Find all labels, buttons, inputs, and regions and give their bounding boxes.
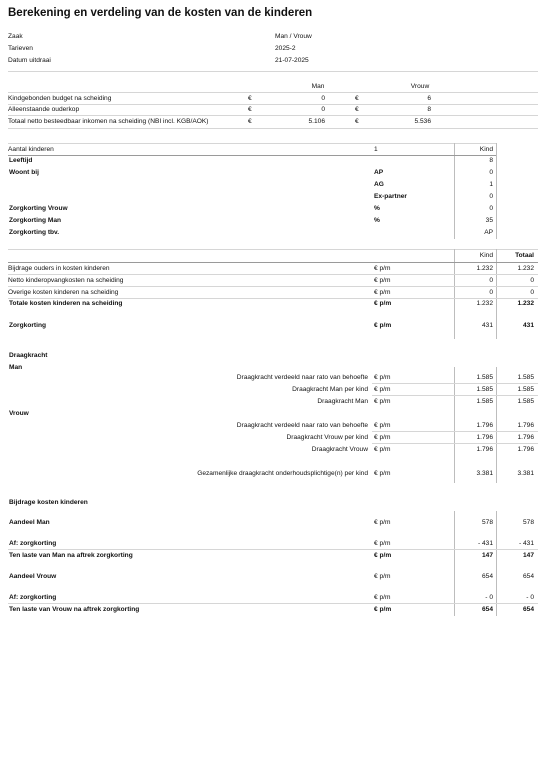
zorgkorting-vrouw-value: 0 [489,205,493,212]
zorgkorting-man-value: 35 [485,217,493,224]
income-col-vrouw: Vrouw [410,83,430,90]
cost-row-label: Overige kosten kinderen na scheiding [8,289,119,296]
currency-symbol: € [355,106,359,113]
currency-symbol: € [355,118,359,125]
aantal-kinderen-value: 1 [374,146,378,153]
draagkracht-man-label: Man [9,364,23,371]
draagkracht-row-unit: € p/m [374,422,391,429]
bijdrage-row-kind: - 431 [477,540,493,547]
col-kind-header: Kind [479,252,493,259]
draagkracht-row-totaal: 1.585 [517,374,534,381]
income-man-value: 5.106 [308,118,325,125]
income-row-label: Totaal netto besteedbaar inkomen na scheiding (NBI incl. KGB/AOK) [8,118,209,125]
page-title: Berekening en verdeling van de kosten van de kinderen [8,7,313,19]
draagkracht-row-totaal: 1.796 [517,446,534,453]
bijdrage-row-totaal: 578 [522,519,534,526]
currency-symbol: € [248,106,252,113]
bijdrage-row-unit: € p/m [374,552,392,559]
bijdrage-row-kind: - 0 [485,594,493,601]
currency-symbol: € [248,118,252,125]
draagkracht-row-kind: 1.796 [476,446,493,453]
woont-value: 0 [489,169,493,176]
draagkracht-row-totaal: 1.585 [517,398,534,405]
draagkracht-row-kind: 1.585 [476,374,493,381]
woont-code: AG [374,181,384,188]
gezamenlijke-draagkracht-kind: 3.381 [476,470,493,477]
woont-value: 1 [489,181,493,188]
zorgkorting-man-unit: % [374,217,380,224]
zorgkorting-unit: € p/m [374,322,392,329]
bijdrage-row-unit: € p/m [374,573,391,580]
divider [8,603,538,604]
bijdrage-row-unit: € p/m [374,519,391,526]
woont-code: Ex-partner [374,193,407,200]
leeftijd-label: Leeftijd [9,157,33,164]
divider [8,298,538,299]
draagkracht-row-label: Draagkracht Man per kind [292,386,368,393]
bijdrage-heading: Bijdrage kosten kinderen [9,499,88,506]
cost-row-unit: € p/m [374,265,391,272]
draagkracht-row-unit: € p/m [374,398,391,405]
draagkracht-vrouw-label: Vrouw [9,410,29,417]
bijdrage-row-unit: € p/m [374,540,391,547]
bijdrage-row-label: Af: zorgkorting [9,540,57,547]
bijdrage-row-kind: 578 [481,519,493,526]
leeftijd-value: 8 [489,157,493,164]
divider [372,383,538,384]
divider [8,155,496,156]
bijdrage-row-unit: € p/m [374,594,391,601]
zorgkorting-label: Zorgkorting [9,322,46,329]
cost-total-totaal: 1.232 [517,300,534,307]
draagkracht-row-label: Draagkracht verdeeld naar rato van behoefte [236,422,368,429]
zorgkorting-man-label: Zorgkorting Man [9,217,62,224]
income-man-value: 0 [321,106,325,113]
tarieven-value: 2025-2 [275,45,296,52]
zorgkorting-totaal: 431 [522,322,534,329]
bijdrage-row-kind: 654 [481,573,493,580]
zorgkorting-vrouw-label: Zorgkorting Vrouw [9,205,68,212]
bijdrage-row-unit: € p/m [374,606,392,613]
income-row-label: Alleenstaande ouderkop [8,106,80,113]
divider [8,286,538,287]
tarieven-label: Tarieven [8,45,33,52]
bijdrage-row-kind: 147 [481,552,493,559]
bijdrage-row-totaal: 147 [522,552,534,559]
woont-bij-label: Woont bij [9,169,39,176]
woont-code: AP [374,169,384,176]
zaak-label: Zaak [8,33,23,40]
divider [8,549,538,550]
column-divider [496,143,497,239]
draagkracht-row-totaal: 1.796 [517,434,534,441]
bijdrage-row-totaal: - 431 [518,540,534,547]
draagkracht-row-kind: 1.585 [476,398,493,405]
income-vrouw-value: 8 [427,106,431,113]
bijdrage-row-totaal: 654 [522,606,534,613]
bijdrage-row-label: Aandeel Man [9,519,50,526]
cost-row-label: Netto kinderopvangkosten na scheiding [8,277,124,284]
col-kind-header: Kind [479,146,493,153]
draagkracht-row-kind: 1.796 [476,422,493,429]
datum-value: 21-07-2025 [275,57,309,64]
currency-symbol: € [248,95,252,102]
bijdrage-row-label: Af: zorgkorting [9,594,57,601]
cost-row-kind: 0 [489,289,493,296]
aantal-kinderen-label: Aantal kinderen [8,146,54,153]
divider [8,115,538,116]
divider [8,104,538,105]
draagkracht-row-label: Draagkracht Vrouw per kind [286,434,368,441]
income-man-value: 0 [321,95,325,102]
draagkracht-row-label: Draagkracht Man [317,398,368,405]
draagkracht-row-label: Draagkracht Vrouw [311,446,368,453]
bijdrage-row-totaal: 654 [522,573,534,580]
cost-row-kind: 0 [489,277,493,284]
cost-row-totaal: 0 [530,289,534,296]
divider [8,128,538,129]
divider [8,71,538,72]
zorgkorting-tbv-value: AP [484,229,493,236]
divider [8,249,538,250]
income-row-label: Kindgebonden budget na scheiding [8,95,112,102]
income-vrouw-value: 5.536 [414,118,431,125]
divider [372,395,538,396]
draagkracht-row-totaal: 1.796 [517,422,534,429]
gezamenlijke-draagkracht-label: Gezamenlijke draagkracht onderhoudsplichtige(n) per kind [197,470,368,477]
divider [372,431,538,432]
bijdrage-row-label: Ten laste van Man na aftrek zorgkorting [9,552,133,559]
divider [8,274,538,275]
cost-total-label: Totale kosten kinderen na scheiding [9,300,123,307]
cost-row-unit: € p/m [374,277,391,284]
gezamenlijke-draagkracht-unit: € p/m [374,470,391,477]
cost-row-totaal: 1.232 [517,265,534,272]
zorgkorting-tbv-label: Zorgkorting tbv. [9,229,60,236]
cost-row-label: Bijdrage ouders in kosten kinderen [8,265,110,272]
bijdrage-row-totaal: - 0 [526,594,534,601]
draagkracht-row-kind: 1.585 [476,386,493,393]
bijdrage-row-label: Ten laste van Vrouw na aftrek zorgkorting [9,606,140,613]
income-vrouw-value: 6 [427,95,431,102]
divider [8,143,496,144]
col-totaal-header: Totaal [515,252,534,259]
cost-total-kind: 1.232 [476,300,493,307]
zaak-value: Man / Vrouw [275,33,312,40]
bijdrage-row-label: Aandeel Vrouw [9,573,57,580]
gezamenlijke-draagkracht-totaal: 3.381 [517,470,534,477]
draagkracht-row-kind: 1.796 [476,434,493,441]
divider [372,443,538,444]
draagkracht-row-unit: € p/m [374,446,391,453]
zorgkorting-vrouw-unit: % [374,205,380,212]
draagkracht-row-totaal: 1.585 [517,386,534,393]
zorgkorting-kind: 431 [481,322,493,329]
draagkracht-heading: Draagkracht [9,352,48,359]
income-col-man: Man [311,83,325,90]
cost-row-unit: € p/m [374,289,391,296]
woont-value: 0 [489,193,493,200]
currency-symbol: € [355,95,359,102]
divider [8,262,538,263]
divider [8,92,538,93]
cost-total-unit: € p/m [374,300,392,307]
cost-row-totaal: 0 [530,277,534,284]
datum-label: Datum uitdraai [8,57,51,64]
cost-row-kind: 1.232 [476,265,493,272]
draagkracht-row-unit: € p/m [374,386,391,393]
bijdrage-row-kind: 654 [481,606,493,613]
draagkracht-row-label: Draagkracht verdeeld naar rato van behoefte [236,374,368,381]
draagkracht-row-unit: € p/m [374,434,391,441]
draagkracht-row-unit: € p/m [374,374,391,381]
